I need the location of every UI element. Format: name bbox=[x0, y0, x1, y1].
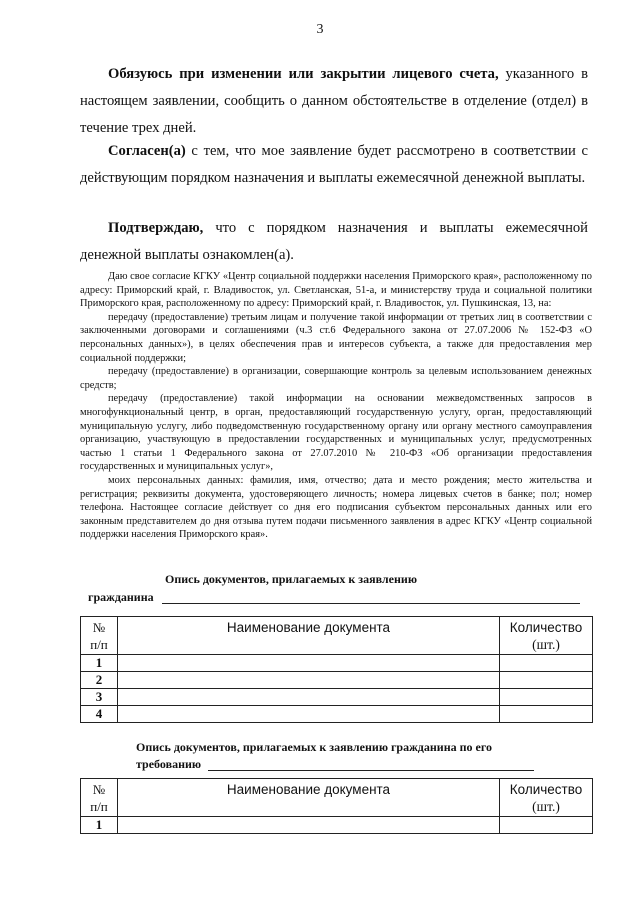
row-number: 2 bbox=[81, 672, 118, 689]
quantity-cell[interactable] bbox=[500, 672, 593, 689]
table-row bbox=[81, 689, 593, 706]
page-number: 3 bbox=[316, 22, 324, 37]
agreement-text: с тем, что мое заявление будет рассмотрено в соответствии с действующим порядком назначения и выплаты ежемесячной денежной выплаты. bbox=[80, 143, 588, 186]
table-row bbox=[81, 655, 593, 672]
inventory1-label: гражданина bbox=[88, 590, 154, 604]
inventory2-request-line bbox=[208, 770, 534, 771]
quantity-cell[interactable] bbox=[500, 655, 593, 672]
qty-header: Количество (шт.) bbox=[500, 617, 593, 655]
quantity-cell[interactable] bbox=[500, 817, 593, 834]
name-header: Наименование документа bbox=[118, 779, 500, 817]
row-number: 1 bbox=[81, 817, 118, 834]
confirmation-text: что с порядком назначения и выплаты ежемесячной денежной выплаты ознакомлен(а). bbox=[80, 220, 588, 263]
inventory1-title: Опись документов, прилагаемых к заявлению bbox=[165, 572, 417, 586]
name-header: Наименование документа bbox=[118, 617, 500, 655]
table-row bbox=[81, 817, 593, 834]
table-header-row bbox=[81, 779, 593, 817]
quantity-cell[interactable] bbox=[500, 689, 593, 706]
inventory1-table bbox=[80, 616, 593, 723]
confirmation-lead: Подтверждаю, bbox=[108, 220, 204, 236]
agreement-paragraph bbox=[80, 138, 588, 192]
row-number: 1 bbox=[81, 655, 118, 672]
document-name-cell[interactable] bbox=[118, 689, 500, 706]
table-row bbox=[81, 706, 593, 723]
num-header: № п/п bbox=[81, 617, 118, 655]
consent-data-list: моих персональных данных: фамилия, имя, отчество; дата и место рождения; место жительства и регистрация; реквизиты документа, удостоверяющего личность; номера лицевых счетов в банке; пол; номер телефона. Настоящее согласие действует со дня его подписания субъектом персональных данных или его законным представителем до дня отзыва путем подачи письменного заявления в адрес КГКУ «Центр социальной поддержки населения Приморского края». bbox=[80, 474, 592, 541]
table-header-row bbox=[81, 617, 593, 655]
inventory2-table bbox=[80, 778, 593, 834]
consent-item-control: передачу (предоставление) в организации, совершающие контроль за целевым использованием денежных средств; bbox=[80, 366, 592, 391]
document-name-cell[interactable] bbox=[118, 817, 500, 834]
consent-item-third-parties: передачу (предоставление) третьим лицам и получение такой информации от третьих лиц в соответствии с заключенными договорами и соглашениями (ч.3 ст.6 Федерального закона от 27.07.2006 № 152-ФЗ «О персональных данных»), в целях обеспечения прав и интересов субъекта, а также для предоставления мер социальной поддержки; bbox=[80, 311, 592, 364]
agreement-lead: Согласен(а) bbox=[108, 143, 186, 159]
obligation-lead: Обязуюсь при изменении или закрытии лицевого счета, bbox=[108, 66, 499, 82]
inventory1-citizen-line bbox=[162, 603, 580, 604]
inventory2-label: требованию bbox=[136, 757, 202, 771]
document-name-cell[interactable] bbox=[118, 706, 500, 723]
inventory2-title: Опись документов, прилагаемых к заявлению гражданина по его bbox=[136, 740, 493, 754]
obligation-text: указанного в настоящем заявлении, сообщить о данном обстоятельстве в отделение (отдел) в течение трех дней. bbox=[80, 66, 588, 136]
table-row bbox=[81, 672, 593, 689]
row-number: 3 bbox=[81, 689, 118, 706]
document-name-cell[interactable] bbox=[118, 672, 500, 689]
consent-block bbox=[80, 270, 592, 542]
document-name-cell[interactable] bbox=[118, 655, 500, 672]
quantity-cell[interactable] bbox=[500, 706, 593, 723]
num-header: № п/п bbox=[81, 779, 118, 817]
row-number: 4 bbox=[81, 706, 118, 723]
consent-item-interagency: передачу (предоставление) такой информации на основании межведомственных запросов в многофункциональный центр, в орган, предоставляющий государственную услугу, орган, предоставляющий муниципальную услугу, либо подведомственную государственному органу или органу местного самоуправления организацию, участвующую в предоставлении государственных и муниципальных услуг, предусмотренных частью 1 статьи 1 Федерального закона от 27.07.2010 № 210-ФЗ «Об организации предоставления государственных и муниципальных услуг», bbox=[80, 393, 592, 473]
qty-header: Количество (шт.) bbox=[500, 779, 593, 817]
confirmation-paragraph bbox=[80, 215, 588, 269]
consent-intro: Даю свое согласие КГКУ «Центр социальной поддержки населения Приморского края», расположенному по адресу: Приморский край, г. Владивосток, ул. Светланская, 51-а, и министерству труда и социальной политики Приморского края, расположенному по адресу: Приморский край, г. Владивосток, ул. Пушкинская, 13, на: bbox=[80, 271, 592, 310]
obligation-paragraph bbox=[80, 61, 588, 142]
